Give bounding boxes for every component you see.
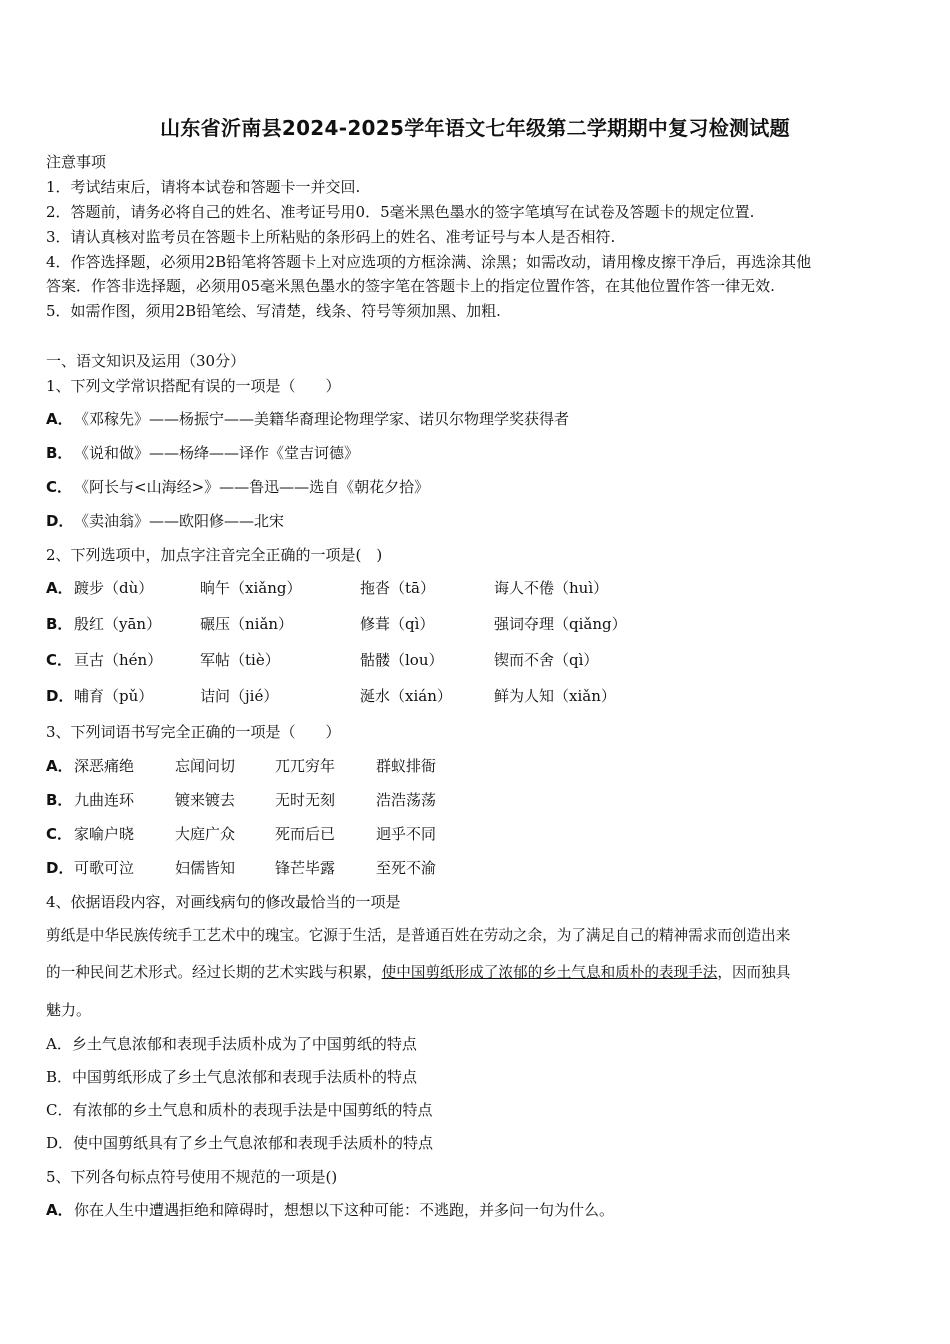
option-cell: 踱步（dù） — [74, 579, 154, 597]
option-row — [46, 443, 359, 463]
page-title: 山东省沂南县2024-2025学年语文七年级第二学期期中复习检测试题 — [160, 116, 790, 140]
notice-item: 1．考试结束后，请将本试卷和答题卡一并交回. — [46, 178, 361, 196]
option-cell: 拖沓（tā） — [360, 579, 435, 597]
option-row — [46, 477, 429, 497]
notice-item: 5．如需作图，须用2B铅笔绘、写清楚，线条、符号等须加黑、加粗. — [46, 302, 501, 320]
option-cell: 死而后已 — [275, 825, 336, 843]
option-cell: 镀来镀去 — [175, 791, 236, 809]
option-cell: 诘问（jié） — [200, 687, 279, 705]
option-row — [46, 409, 569, 429]
option-letter: C． — [46, 825, 73, 843]
option-row — [46, 790, 74, 810]
option-letter: D． — [46, 687, 74, 705]
option-letter: A． — [46, 1201, 73, 1219]
option-cell: 大庭广众 — [175, 825, 236, 843]
passage-line — [46, 963, 906, 983]
option-text: 《卖油翁》——欧阳修——北宋 — [74, 512, 285, 530]
option-row — [46, 858, 74, 878]
option-letter: C． — [46, 651, 73, 669]
option-cell: 亘古（hén） — [74, 651, 163, 669]
question-stem: 4、依据语段内容，对画线病句的修改最恰当的一项是 — [46, 893, 401, 911]
option-letter: B． — [46, 444, 73, 462]
option-text: C．有浓郁的乡土气息和质朴的表现手法是中国剪纸的特点 — [46, 1101, 433, 1119]
question-stem: 5、下列各句标点符号使用不规范的一项是() — [46, 1168, 338, 1186]
option-letter: B． — [46, 791, 73, 809]
option-row — [46, 756, 74, 776]
option-cell: 九曲连环 — [74, 791, 135, 809]
underlined-sentence: 使中国剪纸形成了浓郁的乡土气息和质朴的表现手法 — [381, 964, 718, 981]
option-cell: 殷红（yān） — [74, 615, 162, 633]
option-cell: 锲而不舍（qì） — [494, 651, 599, 669]
option-row — [46, 686, 74, 706]
option-cell: 至死不渝 — [376, 859, 437, 877]
option-cell: 忘闻问切 — [175, 757, 236, 775]
passage-text: ，因而独具 — [717, 964, 791, 981]
option-row — [46, 824, 74, 844]
option-cell: 群蚁排衙 — [376, 757, 437, 775]
option-row — [46, 614, 74, 634]
option-cell: 涎水（xián） — [360, 687, 452, 705]
passage-text: 的一种民间艺术形式。经过长期的艺术实践与积累， — [46, 964, 382, 981]
section-heading: 一、语文知识及运用（30分） — [46, 352, 246, 370]
option-letter: A． — [46, 579, 73, 597]
option-row — [46, 1200, 614, 1220]
option-row — [46, 650, 74, 670]
option-cell: 哺育（pǔ） — [74, 687, 154, 705]
option-text: 你在人生中遭遇拒绝和障碍时，想想以下这种可能：不逃跑，并多问一句为什么。 — [74, 1201, 615, 1219]
option-cell: 迥乎不同 — [376, 825, 437, 843]
option-letter: C． — [46, 478, 73, 496]
passage-line: 魅力。 — [46, 1001, 92, 1019]
option-cell: 军帖（tiè） — [200, 651, 280, 669]
option-cell: 可歌可泣 — [74, 859, 135, 877]
option-cell: 鲜为人知（xiǎn） — [494, 687, 616, 705]
passage-line: 剪纸是中华民族传统手工艺术中的瑰宝。它源于生活，是普通百姓在劳动之余，为了满足自己的精神需求而创造出来 — [46, 927, 791, 944]
option-cell: 无时无刻 — [275, 791, 336, 809]
notice-item: 2．答题前，请务必将自己的姓名、准考证号用0．5毫米黑色墨水的签字笔填写在试卷及答题卡的规定位置. — [46, 203, 755, 221]
notice-item: 答案．作答非选择题，必须用05毫米黑色墨水的签字笔在答题卡上的指定位置作答，在其他位置作答一律无效. — [46, 277, 775, 295]
option-text: A．乡土气息浓郁和表现手法质朴成为了中国剪纸的特点 — [46, 1035, 417, 1053]
option-row — [46, 511, 284, 531]
option-cell: 晌午（xiǎng） — [200, 579, 302, 597]
option-letter: B． — [46, 615, 73, 633]
option-letter: D． — [46, 512, 74, 530]
option-text: D．使中国剪纸具有了乡土气息浓郁和表现手法质朴的特点 — [46, 1134, 434, 1152]
option-cell: 碾压（niǎn） — [200, 615, 294, 633]
option-cell: 修葺（qì） — [360, 615, 435, 633]
option-text: 《邓稼先》——杨振宁——美籍华裔理论物理学家、诺贝尔物理学奖获得者 — [74, 410, 570, 428]
option-cell: 妇儒皆知 — [175, 859, 236, 877]
option-cell: 锋芒毕露 — [275, 859, 336, 877]
question-stem: 3、下列词语书写完全正确的一项是（ ） — [46, 723, 341, 741]
question-stem: 2、下列选项中，加点字注音完全正确的一项是( ) — [46, 546, 383, 564]
option-cell: 兀兀穷年 — [275, 757, 336, 775]
notice-item: 3．请认真核对监考员在答题卡上所粘贴的条形码上的姓名、准考证号与本人是否相符. — [46, 228, 616, 246]
option-letter: A． — [46, 410, 73, 428]
option-cell: 浩浩荡荡 — [376, 791, 437, 809]
option-letter: A． — [46, 757, 73, 775]
option-letter: D． — [46, 859, 74, 877]
option-cell: 深恶痛绝 — [74, 757, 135, 775]
notice-heading: 注意事项 — [46, 153, 107, 171]
option-text: 《阿长与<山海经>》——鲁迅——选自《朝花夕拾》 — [74, 478, 430, 496]
question-stem: 1、下列文学常识搭配有误的一项是（ ） — [46, 377, 341, 395]
option-cell: 家喻户晓 — [74, 825, 135, 843]
option-text: 《说和做》——杨绛——译作《堂吉诃德》 — [74, 444, 360, 462]
option-text: B．中国剪纸形成了乡土气息浓郁和表现手法质朴的特点 — [46, 1068, 418, 1086]
option-cell: 强词夺理（qiǎng） — [494, 615, 627, 633]
option-cell: 诲人不倦（huì） — [494, 579, 609, 597]
option-cell: 骷髅（lou） — [360, 651, 444, 669]
notice-item: 4．作答选择题，必须用2B铅笔将答题卡上对应选项的方框涂满、涂黑；如需改动，请用橡皮擦干净后，再选涂其他 — [46, 253, 812, 271]
option-row — [46, 578, 74, 598]
